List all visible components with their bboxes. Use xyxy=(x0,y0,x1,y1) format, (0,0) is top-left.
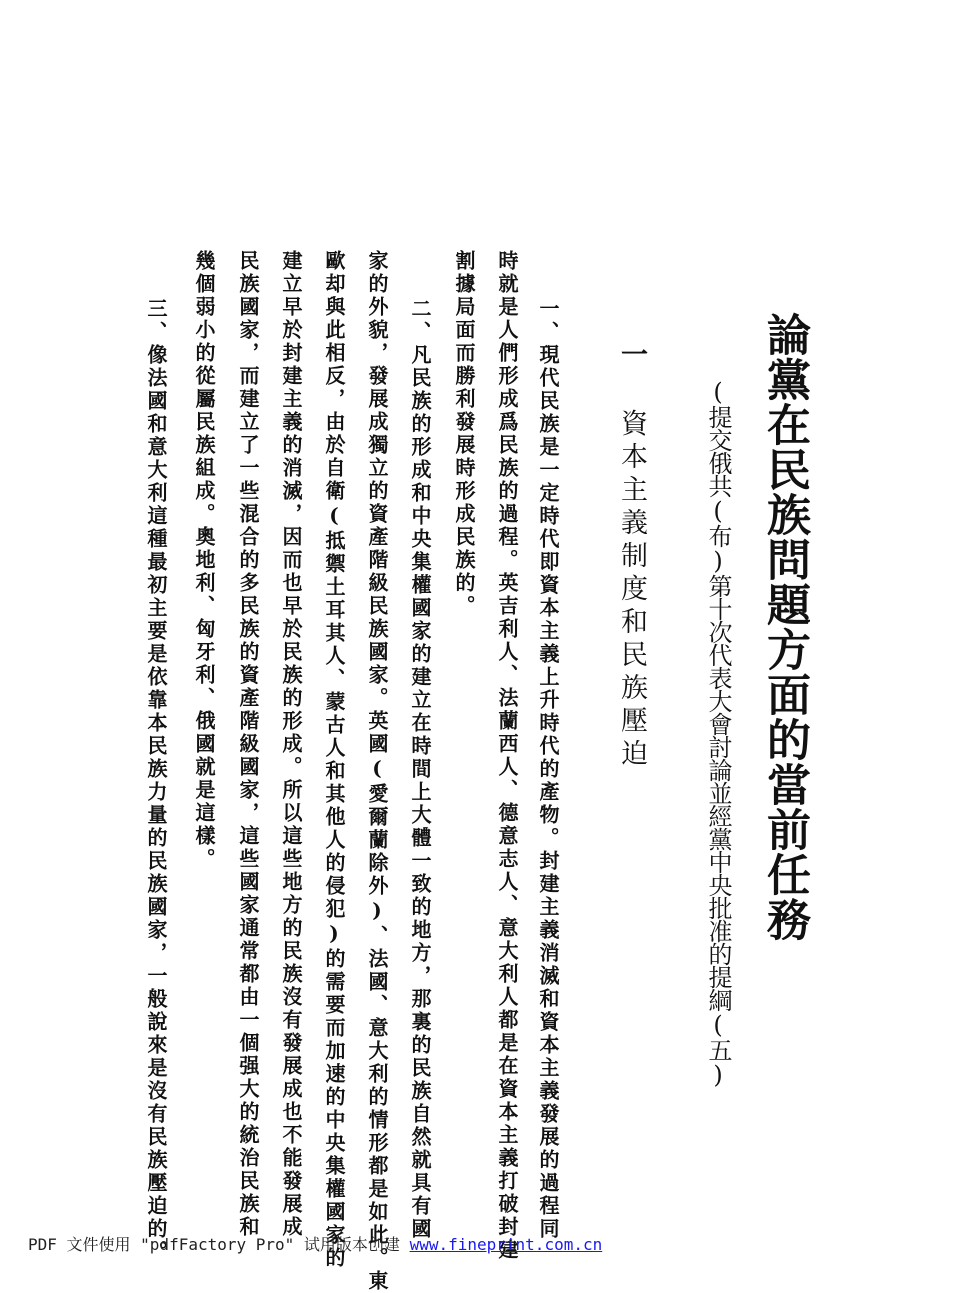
section-title: 資本主義制度和民族壓迫 xyxy=(616,409,647,772)
body-column-7: 建立早於封建主義的消滅，因而也早於民族的形成。所以這些地方的民族沒有發展成也不能發展成 xyxy=(279,250,303,1239)
body-column-4: 二、凡民族的形成和中央集權國家的建立在時間上大體一致的地方，那裏的民族自然就具有國 xyxy=(408,298,432,1241)
section-number: 一 xyxy=(616,340,647,373)
footer-link[interactable]: www.fineprint.com.cn xyxy=(409,1235,603,1254)
body-column-1: 一、現代民族是一定時代即資本主義上升時代的產物。封建主義消滅和資本主義發展的過程同 xyxy=(536,298,560,1241)
document-title: 論黨在民族問題方面的當前任務 xyxy=(759,312,810,942)
document-subtitle: (提交俄共(布)第十次代表大會討論並經黨中央批准的提綱(五) xyxy=(704,378,732,1088)
body-column-5: 家的外貌，發展成獨立的資產階級民族國家。英國(愛爾蘭除外)、法國、意大利的情形都是如此。東 xyxy=(365,250,389,1293)
body-column-9: 幾個弱小的從屬民族組成。奧地利、匈牙利、俄國就是這樣。 xyxy=(192,250,216,871)
body-column-10: 三、像法國和意大利這種最初主要是依靠本民族力量的民族國家，一般說來是沒有民族壓迫的。 xyxy=(144,298,168,1264)
body-column-3: 割據局面而勝利發展時形成民族的。 xyxy=(452,250,476,618)
body-column-2: 時就是人們形成爲民族的過程。英吉利人、法蘭西人、德意志人、意大利人都是在資本主義打破封建 xyxy=(495,250,519,1262)
body-column-8: 民族國家，而建立了一些混合的多民族的資產階級國家，這些國家通常都由一個强大的統治民族和 xyxy=(236,250,260,1239)
footer-text: PDF 文件使用 "pdfFactory Pro" 试用版本创建 xyxy=(28,1235,400,1254)
section-heading xyxy=(618,340,645,772)
pdf-footer xyxy=(28,1232,602,1255)
body-column-6: 歐却與此相反，由於自衛(抵禦土耳其人、蒙古人和其他人的侵犯)的需要而加速的中央集權國家的 xyxy=(322,250,346,1270)
